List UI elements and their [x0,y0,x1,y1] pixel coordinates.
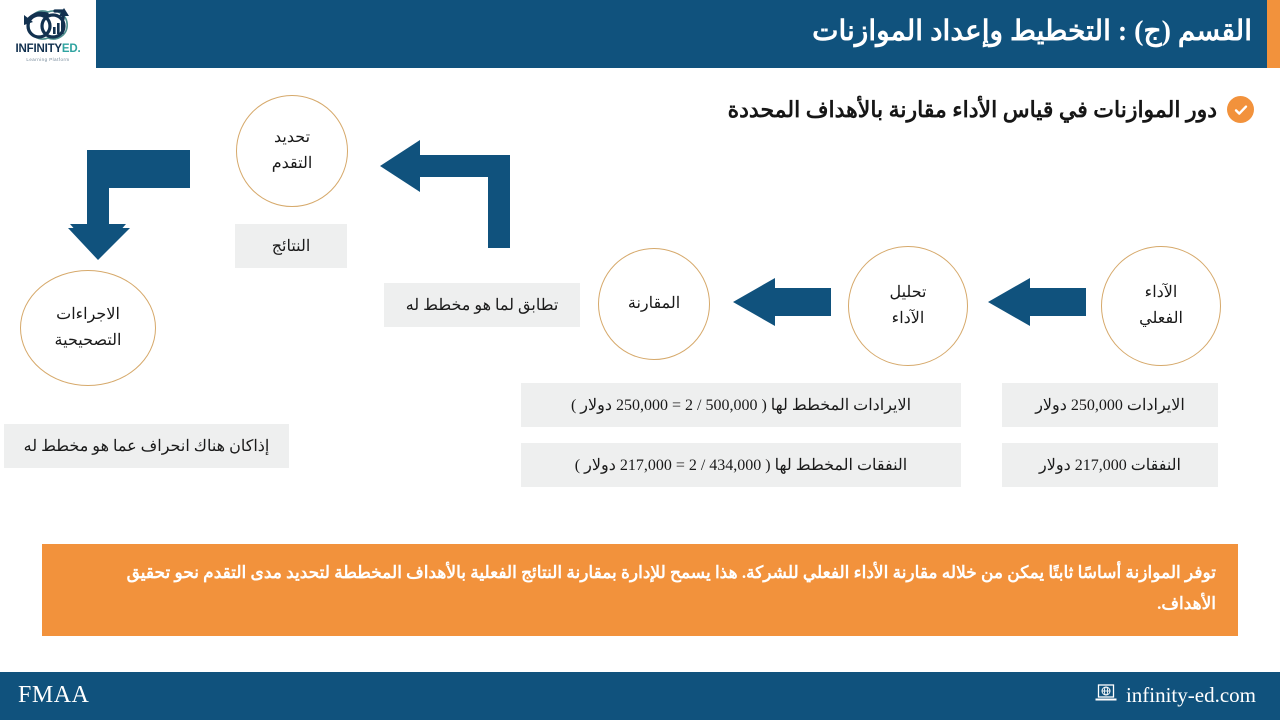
header-bar [0,0,1280,68]
footer-website-text: infinity-ed.com [1125,683,1256,707]
summary-banner: توفر الموازنة أساسًا ثابتًا يمكن من خلاله مقارنة الأداء الفعلي للشركة. هذا يسمح للإدارة بمقارنة النتائج الفعلية بالأهداف المخططة لتحديد مدى التقدم نحو تحقيق الأهداف. [42,544,1238,636]
circle-line-1: الاجراءات [56,305,120,323]
footer-bar [0,672,1280,720]
logo-name-accent: ED. [61,43,81,56]
label-box-matches-plan: تطابق لما هو مخطط له [384,283,580,327]
section-subtitle [728,96,1254,123]
logo-tagline: Learning Platform [26,56,70,62]
label-box-deviation: إذاكان هناك انحراف عما هو مخطط له [4,424,289,468]
label-box-results: النتائج [235,224,347,268]
footer-course-code: FMAA [18,682,90,708]
diagram-circle-performance-analysis [848,246,968,366]
data-box-actual-revenue: الايرادات 250,000 دولار [1002,383,1218,427]
arrow-comparison-to-progress [380,140,510,248]
circle-line-2: التقدم [271,155,313,172]
page-title: القسم (ج) : التخطيط وإعداد الموازنات [812,16,1252,47]
check-circle-icon [1227,96,1254,123]
logo-name: INFINITY [15,43,62,56]
circle-line-1: تحديد [273,128,311,146]
arrow-actual-to-analysis [988,278,1086,326]
diagram-circle-actual-performance [1101,246,1221,366]
brand-logo [0,0,96,68]
laptop-globe-icon [1095,683,1117,708]
footer-website[interactable] [1095,683,1256,708]
circle-line-2: الفعلي [1139,310,1183,327]
arrow-progress-to-corrective [68,150,190,260]
data-box-planned-revenue: الايرادات المخطط لها ( 500,000 / 2 = 250,000 دولار ) [521,383,961,427]
diagram-circle-corrective-actions [20,270,156,386]
circle-line-1: الآداء [1144,283,1178,301]
circle-line-1: المقارنة [627,294,681,312]
logo-wordmark [16,44,81,56]
data-box-planned-expenses: النفقات المخطط لها ( 434,000 / 2 = 217,000 دولار ) [521,443,961,487]
section-subtitle-text: دور الموازنات في قياس الأداء مقارنة بالأهداف المحددة [727,96,1217,122]
header-accent-strip [1267,0,1280,68]
diagram-circle-comparison [598,248,710,360]
diagram-circle-determine-progress [236,95,348,207]
infinity-growth-logo-icon [17,7,79,43]
arrow-analysis-to-comparison [733,278,831,326]
data-box-actual-expenses: النفقات 217,000 دولار [1002,443,1218,487]
circle-line-2: التصحيحية [54,332,122,349]
circle-line-2: الآداء [891,310,925,327]
circle-line-1: تحليل [889,283,927,301]
